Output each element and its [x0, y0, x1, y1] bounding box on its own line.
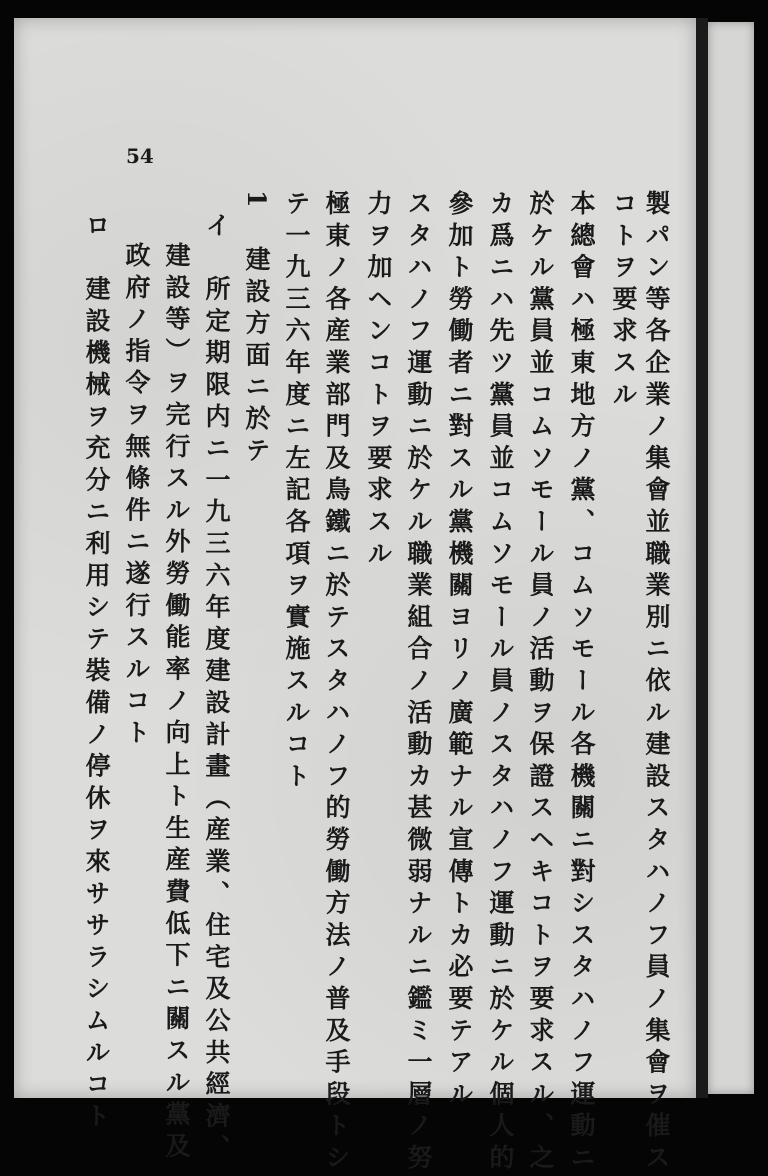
page-number: 54 — [126, 144, 154, 168]
text-column: 建設等）ヲ完行スル外勞働能率ノ向上ト生産費低下ニ關スル黨及 — [162, 242, 191, 1165]
text-column: 政府ノ指令ヲ無條件ニ遂行スルコト — [122, 242, 151, 751]
book-gutter — [696, 18, 708, 1098]
text-column: スタハノフ運動ニ於ケル職業組合ノ活動カ甚微弱ナルニ鑑ミ一層ノ努 — [404, 190, 433, 1176]
text-column: 1 建設方面ニ於テ — [242, 190, 271, 469]
text-column: 本總會ハ極東地方ノ黨、コムソモール各機關ニ對シスタハノフ運動ニ — [567, 190, 596, 1176]
text-column: 極東ノ各産業部門及鳥鐵ニ於テスタハノフ的勞働方法ノ普及手段トシ — [322, 190, 351, 1176]
adjacent-page-edge — [708, 22, 754, 1094]
vertical-text-body — [14, 18, 696, 1176]
document-page — [14, 18, 696, 1176]
text-column: イ 所定期限内ニ一九三六年度建設計畫（産業、住宅及公共經濟、 — [202, 212, 231, 1166]
text-column: カ爲ニハ先ツ黨員並コムソモール員ノスタハノフ運動ニ於ケル個人的 — [486, 190, 515, 1176]
text-column: ロ 建設機械ヲ充分ニ利用シテ裝備ノ停休ヲ來ササラシムルコト — [82, 212, 111, 1135]
text-column: コトヲ要求スル — [609, 190, 638, 413]
text-column: 製パン等各企業ノ集會並職業別ニ依ル建設スタハノフ員ノ集會ヲ催ス — [642, 190, 671, 1176]
text-column: テ一九三六年度ニ左記各項ヲ實施スルコト — [282, 190, 311, 795]
text-column: 參加ト勞働者ニ對スル黨機關ヨリノ廣範ナル宣傳トカ必要テアル — [445, 190, 474, 1113]
text-column: 於ケル黨員並コムソモール員ノ活動ヲ保證スヘキコトヲ要求スル、之 — [526, 190, 555, 1176]
text-column: 力ヲ加ヘンコトヲ要求スル — [364, 190, 393, 572]
